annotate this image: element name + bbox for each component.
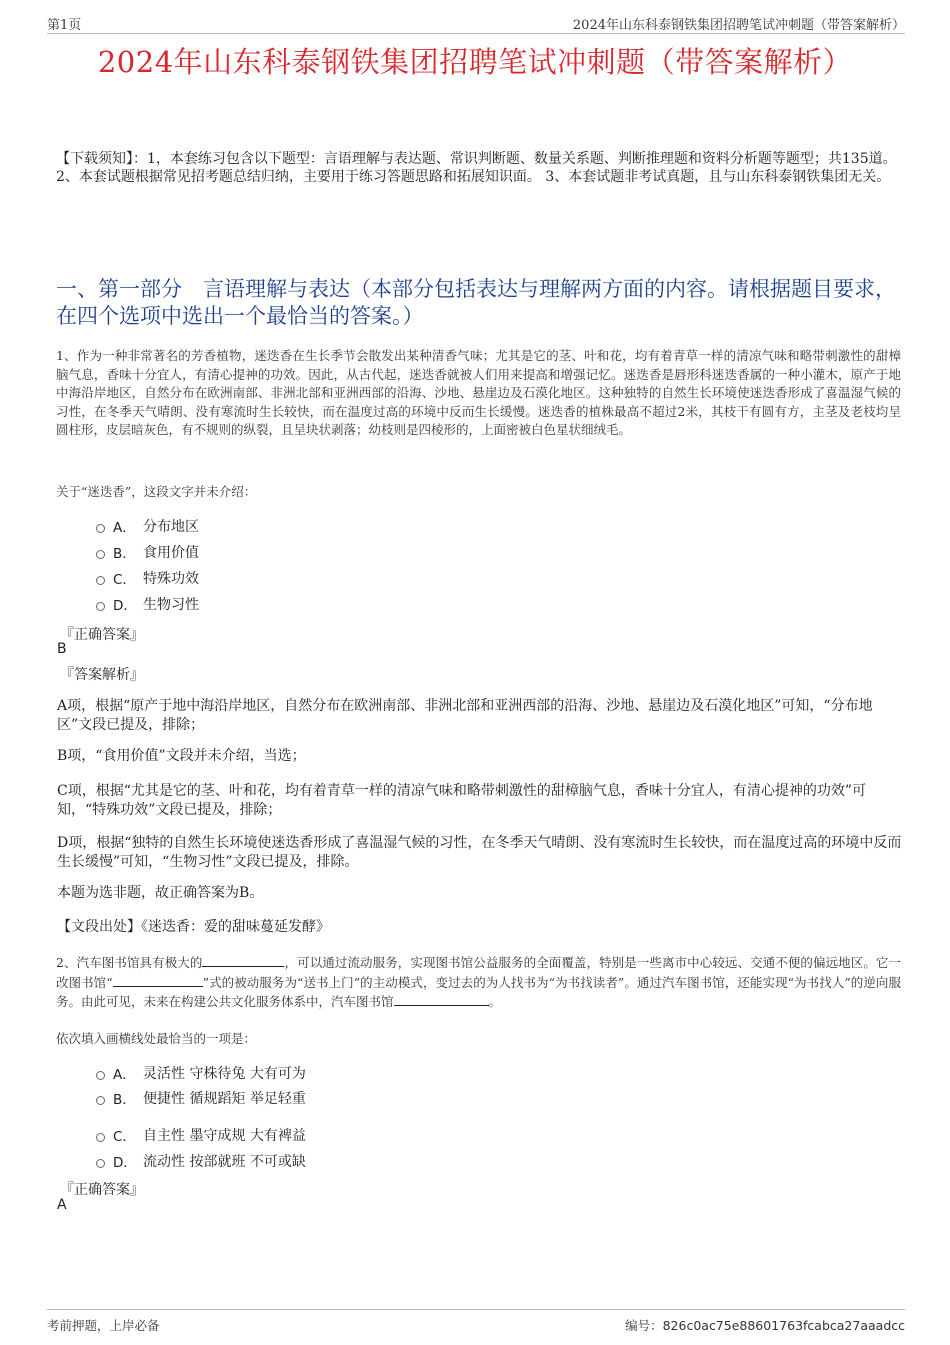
section-title: 一、第一部分 言语理解与表达（本部分包括表达与理解两方面的内容。请根据题目要求，在四个选项中选出一个最恰当的答案。） <box>56 277 896 328</box>
question-2-prompt: 依次填入画横线处最恰当的一项是： <box>56 1031 257 1046</box>
download-notice: 【下载须知】：1，本套练习包含以下题型：言语理解与表达题、常识判断题、数量关系题、判断推理题和资料分析题等题型；共135道。 2、本套试题根据常见招考题总结归纳，主要用于练习答题思路和拓展知识面。 3、本套试题非考试真题，且与山东科泰钢铁集团无关。 <box>56 151 897 185</box>
q2-text-part: ，可以通过流动服务，实现图书馆公益服务的全面覆盖，特别是一些离市中心较远、交通不便的偏远地区。它一改图书馆“ <box>56 955 901 990</box>
footer-code-label: 编号： <box>625 1318 663 1333</box>
option-text: 流动性 按部就班 不可或缺 <box>143 1154 306 1170</box>
q2-text-part: ”式的被动服务为“送书上门”的主动模式，变过去的为人找书为“为书找读者”。通过汽车图书馆，还能实现“为书找人”的逆向服务。由此可见，未来在构建公共文化服务体系中，汽车图书馆 <box>56 974 901 1009</box>
q1-option-a[interactable] <box>96 516 199 536</box>
footer-code <box>625 1316 905 1334</box>
option-letter: A． <box>113 1067 136 1083</box>
footer-slogan: 考前押题，上岸必备 <box>47 1318 160 1333</box>
option-text: 自主性 墨守成规 大有裨益 <box>143 1128 306 1144</box>
q1-option-c[interactable] <box>96 568 199 588</box>
footer-divider <box>47 1309 905 1310</box>
q1-explanation-a: A项，根据“原产于地中海沿岸地区，自然分布在欧洲南部、非洲北部和亚洲西部的沿海、沙地、悬崖边及石漠化地区”可知，“分布地区”文段已提及，排除； <box>57 698 873 733</box>
q2-option-d[interactable] <box>96 1151 306 1171</box>
q1-explanation-c: C项，根据“尤其是它的茎、叶和花，均有着青草一样的清凉气味和略带刺激性的甜樟脑气息，香味十分宜人，有清心提神的功效”可知，“特殊功效”文段已提及，排除； <box>57 783 867 818</box>
q1-source: 【文段出处】《迷迭香：爱的甜味蔓延发酵》 <box>57 919 330 935</box>
radio-icon[interactable] <box>96 1071 105 1080</box>
option-letter: B． <box>113 546 136 562</box>
option-letter: D． <box>113 598 137 614</box>
q2-option-a[interactable] <box>96 1063 306 1083</box>
radio-icon[interactable] <box>96 1159 105 1168</box>
option-letter: C． <box>113 572 136 588</box>
option-letter: B． <box>113 1092 136 1108</box>
option-text: 食用价值 <box>143 545 199 561</box>
option-text: 分布地区 <box>143 519 199 535</box>
radio-icon[interactable] <box>96 1133 105 1142</box>
page-number: 第1页 <box>47 18 82 33</box>
radio-icon[interactable] <box>96 602 105 611</box>
question-1-prompt: 关于“迷迭香”，这段文字并未介绍： <box>56 484 257 499</box>
option-text: 灵活性 守株待兔 大有可为 <box>143 1066 306 1082</box>
q1-option-b[interactable] <box>96 542 199 562</box>
q1-analysis-tag: 『答案解析』 <box>60 667 144 683</box>
footer-code-value: 826c0ac75e88601763fcabca27aaadcc <box>662 1318 905 1333</box>
q2-text-part: 2、汽车图书馆具有极大的 <box>56 955 203 970</box>
q2-answer-tag: 『正确答案』 <box>60 1182 144 1198</box>
radio-icon[interactable] <box>96 524 105 533</box>
q1-conclusion: 本题为选非题，故正确答案为B。 <box>57 885 264 901</box>
fill-blank-1[interactable] <box>202 953 284 967</box>
radio-icon[interactable] <box>96 550 105 559</box>
option-letter: A． <box>113 520 136 536</box>
option-letter: D． <box>113 1155 137 1171</box>
q1-explanation-d: D项，根据“独特的自然生长环境使迷迭香形成了喜温湿气候的习性，在冬季天气晴朗、没有寒流时生长较快，而在温度过高的环境中反而生长缓慢”可知，“生物习性”文段已提及，排除。 <box>57 835 902 870</box>
q1-explanation-b: B项，“食用价值”文段并未介绍，当选； <box>57 748 306 764</box>
option-text: 特殊功效 <box>143 571 199 587</box>
option-text: 便捷性 循规蹈矩 举足轻重 <box>143 1091 306 1107</box>
header-divider <box>47 33 905 34</box>
page-title: 2024年山东科泰钢铁集团招聘笔试冲刺题（带答案解析） <box>97 45 853 79</box>
q2-answer: A <box>57 1197 67 1213</box>
q1-answer: B <box>57 641 67 657</box>
q2-option-b[interactable] <box>96 1088 306 1108</box>
q1-answer-tag: 『正确答案』 <box>60 627 144 643</box>
q2-text-part: 。 <box>488 994 502 1009</box>
option-letter: C． <box>113 1129 136 1145</box>
fill-blank-2[interactable] <box>113 973 203 987</box>
header-doc-title: 2024年山东科泰钢铁集团招聘笔试冲刺题（带答案解析） <box>572 18 905 33</box>
question-1-text: 1、作为一种非常著名的芳香植物，迷迭香在生长季节会散发出某种清香气味；尤其是它的茎、叶和花，均有着青草一样的清凉气味和略带刺激性的甜樟脑气息，香味十分宜人，有清心提神的功效。因此，从古代起，迷迭香就被人们用来提高和增强记忆。迷迭香是唇形科迷迭香属的一种小灌木，原产于地中海沿岸地区，自然分布在欧洲南部、非洲北部和亚洲西部的沿海、沙地、悬崖边及石漠化地区。这种独特的自然生长环境使迷迭香形成了喜温湿气候的习性，在冬季天气晴朗、没有寒流时生长较快，而在温度过高的环境中反而生长缓慢。迷迭香的植株最高不超过2米，其枝干有圆有方，主茎及老枝均呈圆柱形，皮层暗灰色，有不规则的纵裂，且呈块状剥落；幼枝则是四棱形的，上面密被白色星状细绒毛。 <box>56 348 901 437</box>
question-2-text <box>56 953 901 1012</box>
radio-icon[interactable] <box>96 1096 105 1105</box>
fill-blank-3[interactable] <box>394 992 489 1006</box>
option-text: 生物习性 <box>143 597 199 613</box>
q1-option-d[interactable] <box>96 594 199 614</box>
q2-option-c[interactable] <box>96 1125 306 1145</box>
radio-icon[interactable] <box>96 576 105 585</box>
